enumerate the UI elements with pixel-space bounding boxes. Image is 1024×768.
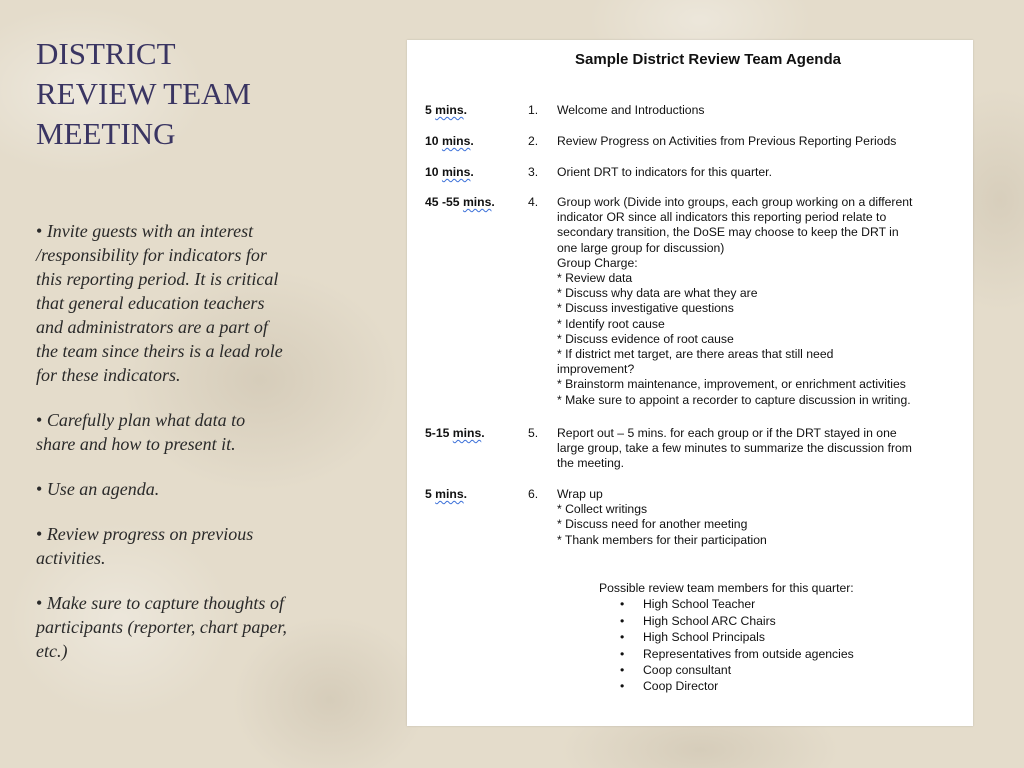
bullet-line: [36, 615, 366, 639]
agenda-item-number: 4.: [528, 195, 539, 209]
agenda-item-time: [425, 195, 495, 210]
member-item: • Coop consultant: [599, 662, 854, 678]
agenda-item-line: Review Progress on Activities from Previous Reporting Periods: [557, 134, 897, 148]
agenda-item-line: large group, take a few minutes to summarize the discussion from: [557, 441, 912, 456]
agenda-item-line: * If district met target, are there areas that still need: [557, 347, 834, 362]
time-suffix: .: [463, 103, 468, 117]
agenda-item-number: 2.: [528, 134, 539, 148]
agenda-item-line: * Make sure to appoint a recorder to capture discussion in writing.: [557, 392, 911, 407]
agenda-item-line: * Review data: [557, 271, 633, 286]
time-unit: mins: [462, 195, 492, 209]
bullet-line: [36, 408, 366, 432]
bullet-dot: •: [36, 593, 47, 613]
agenda-item-line: indicator OR since all indicators this reporting period relate to: [557, 210, 887, 225]
bullet-text: Use an agenda.: [46, 479, 160, 499]
time-value: 10: [425, 134, 442, 148]
bullet-text: this reporting period. It is critical: [36, 269, 279, 289]
time-unit: mins: [435, 103, 464, 117]
bullet-text: for these indicators.: [36, 365, 181, 385]
agenda-title: Sample District Review Team Agenda: [575, 51, 841, 68]
bullet-line: [36, 546, 366, 570]
member-item: • Coop Director: [599, 678, 854, 694]
bullet-line: [36, 267, 366, 291]
members-header: Possible review team members for this quarter:: [599, 581, 854, 595]
agenda-item-line: secondary transition, the DoSE may choose to keep the DRT in: [557, 225, 899, 240]
bullet-line: [36, 291, 366, 315]
agenda-item-line: Report out – 5 mins. for each group or if the DRT stayed in one: [557, 426, 897, 440]
member-item: • High School Principals: [599, 629, 854, 645]
time-value: 5-15: [425, 426, 453, 440]
bullet-line: [36, 339, 366, 363]
agenda-item-time: [425, 134, 474, 149]
agenda-item-line: * Collect writings: [557, 502, 648, 517]
agenda-item-line: improvement?: [557, 362, 635, 377]
agenda-item-line: Group Charge:: [557, 255, 638, 270]
bullet-text: the team since theirs is a lead role: [36, 341, 283, 361]
bullet-line: [36, 591, 366, 615]
bullet-line: [36, 639, 366, 663]
bullet-line: [36, 477, 366, 501]
slide-title-line: MEETING: [36, 116, 176, 151]
agenda-item-body: [557, 165, 957, 180]
bullet-line: [36, 432, 366, 456]
agenda-item-time: [425, 103, 467, 118]
bullet-line: [36, 243, 366, 267]
agenda-item-body: [557, 487, 957, 548]
bullet-line: [36, 219, 366, 243]
agenda-item-line: * Discuss evidence of root cause: [557, 331, 734, 346]
slide-title-line: REVIEW TEAM: [36, 76, 251, 111]
agenda-item-time: [425, 487, 467, 502]
time-value: 45 -55: [425, 195, 463, 209]
agenda-item-time: [425, 426, 485, 441]
agenda-item-body: [557, 426, 957, 472]
time-unit: mins: [441, 165, 471, 179]
bullet-text: and administrators are a part of: [36, 317, 268, 337]
agenda-item-number: 1.: [528, 103, 539, 117]
agenda-item-number: 6.: [528, 487, 539, 501]
bullet-text: participants (reporter, chart paper,: [36, 617, 287, 637]
agenda-item-body: [557, 195, 957, 408]
bullet-list: [36, 219, 366, 684]
bullet-text: Carefully plan what data to: [46, 410, 246, 430]
bullet-dot: •: [36, 524, 47, 544]
agenda-item-body: [557, 134, 957, 149]
bullet-item: [36, 408, 366, 456]
agenda-item-time: [425, 165, 474, 180]
member-item: • High School Teacher: [599, 596, 854, 612]
bullet-line: [36, 522, 366, 546]
time-suffix: .: [491, 195, 495, 209]
bullet-line: [36, 315, 366, 339]
agenda-item-line: Group work (Divide into groups, each group working on a different: [557, 195, 913, 209]
bullet-line: [36, 363, 366, 387]
agenda-item-line: * Brainstorm maintenance, improvement, or enrichment activities: [557, 377, 906, 392]
time-unit: mins: [441, 134, 471, 148]
bullet-text: Make sure to capture thoughts of: [46, 593, 284, 613]
agenda-item-line: Orient DRT to indicators for this quarter.: [557, 165, 772, 179]
agenda-item-line: * Discuss why data are what they are: [557, 286, 758, 301]
agenda-item-body: [557, 103, 957, 118]
agenda-document: [407, 40, 973, 726]
time-suffix: .: [463, 487, 468, 501]
member-item: • Representatives from outside agencies: [599, 646, 854, 662]
bullet-dot: •: [36, 221, 47, 241]
agenda-item-number: 5.: [528, 426, 539, 440]
time-unit: mins: [452, 426, 482, 440]
bullet-dot: •: [36, 479, 47, 499]
bullet-text: Review progress on previous: [46, 524, 254, 544]
agenda-item-line: the meeting.: [557, 456, 625, 471]
time-suffix: .: [470, 165, 474, 179]
agenda-item-line: * Discuss need for another meeting: [557, 517, 748, 532]
agenda-item-line: * Thank members for their participation: [557, 532, 767, 547]
agenda-item-line: Wrap up: [557, 487, 603, 501]
bullet-item: [36, 591, 366, 663]
time-value: 5: [425, 103, 436, 117]
members-list: [599, 580, 854, 695]
agenda-item-line: * Discuss investigative questions: [557, 301, 734, 316]
member-item: • High School ARC Chairs: [599, 613, 854, 629]
bullet-text: activities.: [36, 548, 106, 568]
agenda-item-line: one large group for discussion): [557, 240, 725, 255]
time-value: 5: [425, 487, 436, 501]
time-unit: mins: [435, 487, 464, 501]
slide-title-line: DISTRICT: [36, 36, 176, 71]
bullet-item: [36, 477, 366, 501]
time-suffix: .: [470, 134, 474, 148]
bullet-item: [36, 522, 366, 570]
bullet-text: share and how to present it.: [36, 434, 236, 454]
agenda-item-line: Welcome and Introductions: [557, 103, 705, 117]
agenda-item-line: * Identify root cause: [557, 316, 665, 331]
agenda-item-number: 3.: [528, 165, 539, 179]
bullet-text: /responsibility for indicators for: [36, 245, 267, 265]
bullet-dot: •: [36, 410, 47, 430]
time-value: 10: [425, 165, 442, 179]
time-suffix: .: [481, 426, 485, 440]
bullet-text: that general education teachers: [36, 293, 265, 313]
bullet-item: [36, 219, 366, 387]
slide-title: [36, 34, 366, 154]
bullet-text: etc.): [36, 641, 68, 661]
bullet-text: Invite guests with an interest: [46, 221, 254, 241]
